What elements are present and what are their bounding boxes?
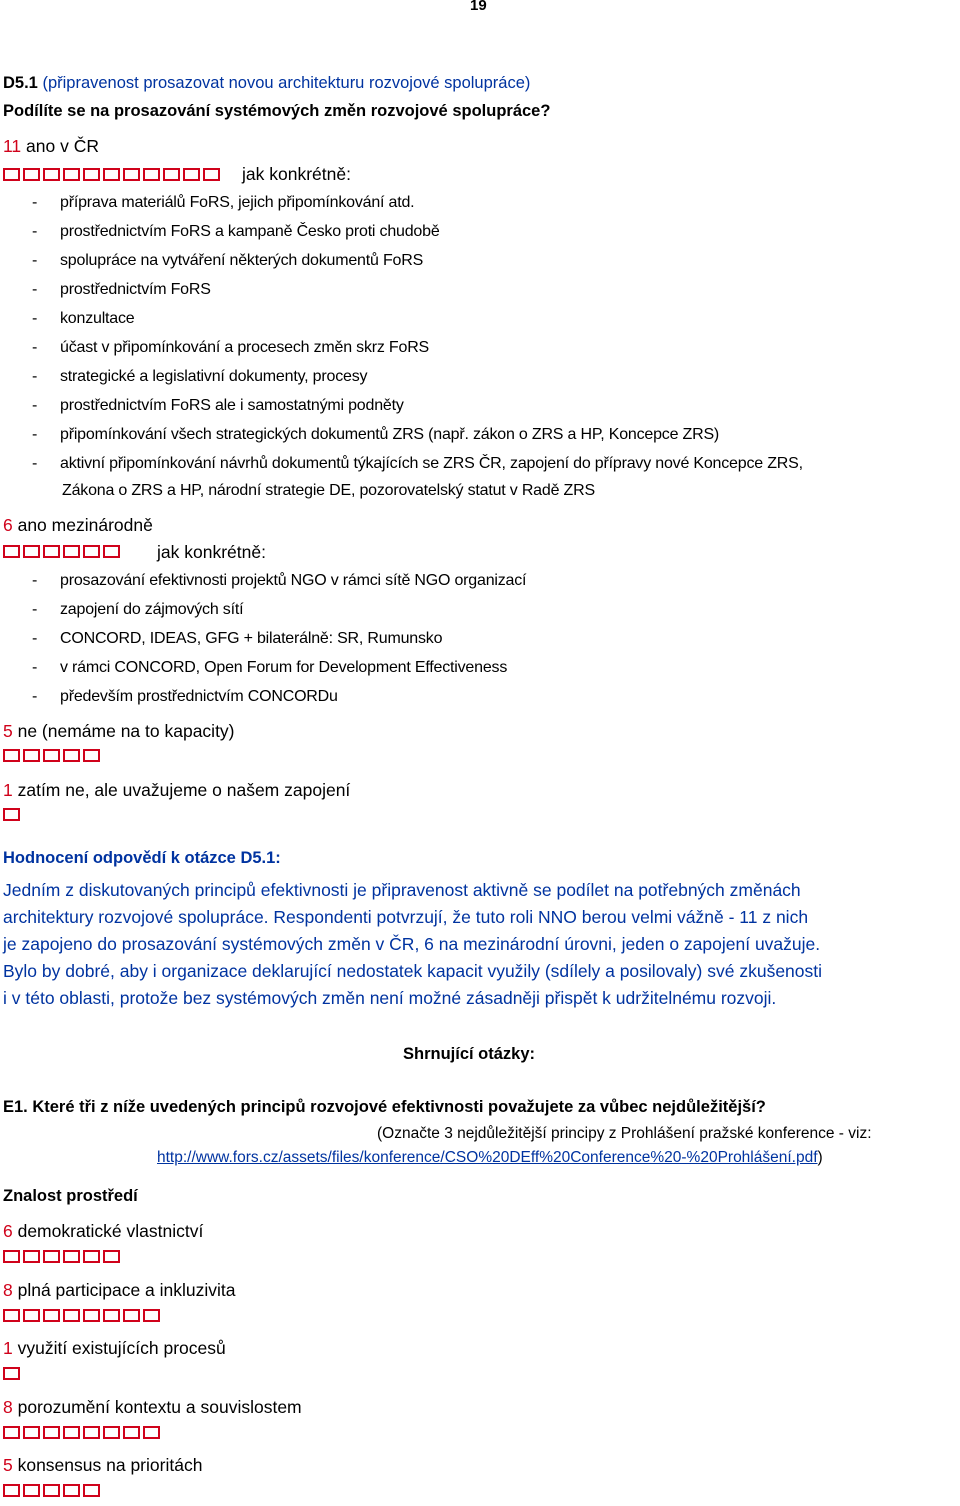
- checkbox-icon[interactable]: [23, 1484, 40, 1497]
- option-row: [3, 136, 99, 157]
- checkbox-icon[interactable]: [23, 168, 40, 181]
- list-item-text: prostřednictvím FoRS: [60, 281, 211, 298]
- list-item-text: CONCORD, IDEAS, GFG + bilaterálně: SR, Rumunsko: [60, 630, 443, 647]
- checkbox-icon[interactable]: [83, 1250, 100, 1263]
- list-item-text: připomínkování všech strategických dokumentů ZRS (např. zákon o ZRS a HP, Koncepce ZRS): [60, 426, 720, 443]
- option-row: [3, 1455, 202, 1476]
- list-item-text: strategické a legislativní dokumenty, procesy: [60, 368, 368, 385]
- evaluation-line: je zapojeno do prosazování systémových změn v ČR, 6 na mezinárodní úrovni, jeden o zapojení uvažuje.: [3, 934, 821, 954]
- option-row: [3, 1280, 236, 1301]
- checkbox-icon[interactable]: [83, 1309, 100, 1322]
- checkbox-icon[interactable]: [3, 1426, 20, 1439]
- list-bullet: -: [32, 194, 38, 211]
- list-bullet: -: [32, 310, 38, 327]
- option-count: 1: [3, 780, 13, 800]
- question-subtitle: (připravenost prosazovat novou architekturu rozvojové spolupráce): [37, 74, 531, 92]
- checkbox-icon[interactable]: [143, 1426, 160, 1439]
- checkbox-icon[interactable]: [63, 545, 80, 558]
- checkbox-icon[interactable]: [43, 545, 60, 558]
- list-item-text: spolupráce na vytváření některých dokumentů FoRS: [60, 252, 424, 269]
- checkbox-icon[interactable]: [163, 168, 180, 181]
- list-bullet: -: [32, 368, 38, 385]
- checkbox-icon[interactable]: [3, 808, 20, 821]
- checkbox-icon[interactable]: [103, 545, 120, 558]
- checkbox-icon[interactable]: [23, 749, 40, 762]
- checkbox-icon[interactable]: [63, 1426, 80, 1439]
- checkbox-group: [3, 1426, 160, 1439]
- checkbox-group: [3, 168, 220, 181]
- checkbox-icon[interactable]: [63, 1309, 80, 1322]
- question-e1: E1. Které tři z níže uvedených principů rozvojové efektivnosti považujete za vůbec nejdůležitější?: [3, 1098, 766, 1116]
- checkbox-icon[interactable]: [123, 1309, 140, 1322]
- checkbox-icon[interactable]: [43, 168, 60, 181]
- checkbox-icon[interactable]: [83, 1484, 100, 1497]
- question-code: D5.1: [3, 74, 38, 92]
- evaluation-line: i v této oblasti, protože bez systémových změn není možné zásadněji přispět k udržitelnému rozvoji.: [3, 988, 777, 1008]
- option-row: [3, 515, 153, 536]
- checkbox-icon[interactable]: [83, 1426, 100, 1439]
- question-d51-header: [3, 74, 530, 93]
- option-count: 5: [3, 1455, 13, 1475]
- checkbox-icon[interactable]: [3, 168, 20, 181]
- list-bullet: -: [32, 630, 38, 647]
- checkbox-icon[interactable]: [203, 168, 220, 181]
- option-row: [3, 721, 235, 742]
- option-label: konsensus na prioritách: [12, 1455, 203, 1475]
- option-label: demokratické vlastnictví: [12, 1221, 204, 1241]
- checkbox-icon[interactable]: [3, 749, 20, 762]
- list-bullet: -: [32, 397, 38, 414]
- checkbox-icon[interactable]: [123, 1426, 140, 1439]
- option-label: porozumění kontextu a souvislostem: [12, 1397, 302, 1417]
- summary-heading: Shrnující otázky:: [403, 1045, 536, 1063]
- list-item-text: aktivní připomínkování návrhů dokumentů týkajících se ZRS ČR, zapojení do přípravy nové Koncepce ZRS,: [60, 455, 803, 472]
- checkbox-icon[interactable]: [3, 1309, 20, 1322]
- list-item-text: prostřednictvím FoRS a kampaně Česko proti chudobě: [60, 223, 440, 240]
- evaluation-text: [3, 877, 822, 1012]
- option-row: [3, 1221, 203, 1242]
- checkbox-icon[interactable]: [23, 545, 40, 558]
- option-count: 6: [3, 1221, 13, 1241]
- list-bullet: -: [32, 252, 38, 269]
- list-bullet: -: [32, 659, 38, 676]
- checkbox-group: [3, 1309, 160, 1322]
- checkbox-icon[interactable]: [3, 545, 20, 558]
- checkbox-icon[interactable]: [63, 1484, 80, 1497]
- option-count: 8: [3, 1280, 13, 1300]
- link-close: ): [817, 1149, 823, 1166]
- reference-link[interactable]: http://www.fors.cz/assets/files/konference/CSO%20DEff%20Conference%20-%20Prohlášení.pdf: [157, 1149, 818, 1166]
- option-label: zatím ne, ale uvažujeme o našem zapojení: [12, 780, 351, 800]
- checkbox-group: [3, 1367, 20, 1380]
- list-bullet: -: [32, 455, 38, 472]
- checkbox-icon[interactable]: [83, 168, 100, 181]
- list-item-text: především prostřednictvím CONCORDu: [60, 688, 338, 705]
- list-item-text: účast v připomínkování a procesech změn skrz FoRS: [60, 339, 430, 356]
- checkbox-icon[interactable]: [143, 1309, 160, 1322]
- evaluation-line: Jedním z diskutovaných principů efektivnosti je připravenost aktivně se podílet na potřebných změnách: [3, 880, 801, 900]
- option-row: [3, 1397, 302, 1418]
- option-count: 11: [3, 136, 22, 156]
- checkbox-icon[interactable]: [3, 1367, 20, 1380]
- list-item-text: v rámci CONCORD, Open Forum for Development Effectiveness: [60, 659, 508, 676]
- list-item-continuation: Zákona o ZRS a HP, národní strategie DE, pozorovatelský statut v Radě ZRS: [62, 482, 595, 499]
- option-label: plná participace a inkluzivita: [12, 1280, 236, 1300]
- evaluation-line: architektury rozvojové spolupráce. Respondenti potvrzují, že tuto roli NNO berou velmi vážně - 11 z nich: [3, 907, 809, 927]
- evaluation-heading: Hodnocení odpovědí k otázce D5.1:: [3, 849, 281, 867]
- option-count: 8: [3, 1397, 13, 1417]
- question-text: Podílíte se na prosazování systémových změn rozvojové spolupráce?: [3, 102, 551, 120]
- checkbox-icon[interactable]: [63, 168, 80, 181]
- option-label: ano v ČR: [21, 136, 99, 156]
- evaluation-line: Bylo by dobré, aby i organizace deklarující nedostatek kapacit využily (sdílely a posilovaly) své zkušenosti: [3, 961, 823, 981]
- option-label: ano mezinárodně: [12, 515, 153, 535]
- list-item-text: prosazování efektivnosti projektů NGO v rámci sítě NGO organizací: [60, 572, 527, 589]
- checkbox-icon[interactable]: [23, 1426, 40, 1439]
- list-bullet: -: [32, 601, 38, 618]
- how-label: jak konkrétně:: [157, 542, 266, 562]
- group-title: Znalost prostředí: [3, 1187, 138, 1205]
- checkbox-icon[interactable]: [63, 1250, 80, 1263]
- checkbox-group: [3, 1250, 120, 1263]
- list-bullet: -: [32, 339, 38, 356]
- checkbox-icon[interactable]: [3, 1484, 20, 1497]
- list-item-text: konzultace: [60, 310, 135, 327]
- checkbox-icon[interactable]: [123, 168, 140, 181]
- option-row: [3, 780, 350, 801]
- checkbox-group: [3, 749, 100, 762]
- checkbox-icon[interactable]: [83, 749, 100, 762]
- page-number: 19: [470, 0, 487, 14]
- list-bullet: -: [32, 281, 38, 298]
- checkbox-icon[interactable]: [23, 1250, 40, 1263]
- list-bullet: -: [32, 223, 38, 240]
- checkbox-icon[interactable]: [43, 1309, 60, 1322]
- list-item-text: prostřednictvím FoRS ale i samostatnými podněty: [60, 397, 404, 414]
- checkbox-group: [3, 808, 20, 821]
- checkbox-icon[interactable]: [103, 168, 120, 181]
- list-bullet: -: [32, 426, 38, 443]
- checkbox-group: [3, 1484, 100, 1497]
- list-bullet: -: [32, 572, 38, 589]
- list-bullet: -: [32, 688, 38, 705]
- checkbox-icon[interactable]: [43, 1484, 60, 1497]
- list-item-text: zapojení do zájmových sítí: [60, 601, 244, 618]
- option-label: ne (nemáme na to kapacity): [12, 721, 235, 741]
- option-row: [3, 1338, 226, 1359]
- checkbox-icon[interactable]: [103, 1250, 120, 1263]
- checkbox-icon[interactable]: [23, 1309, 40, 1322]
- checkbox-icon[interactable]: [83, 545, 100, 558]
- list-item-text: příprava materiálů FoRS, jejich připomínkování atd.: [60, 194, 415, 211]
- how-label: jak konkrétně:: [242, 164, 351, 184]
- option-label: využití existujících procesů: [12, 1338, 226, 1358]
- option-count: 6: [3, 515, 13, 535]
- checkbox-icon[interactable]: [43, 1250, 60, 1263]
- checkbox-icon[interactable]: [3, 1250, 20, 1263]
- checkbox-icon[interactable]: [103, 1309, 120, 1322]
- reference-link-row: [157, 1149, 823, 1167]
- checkbox-group: [3, 545, 120, 558]
- option-count: 5: [3, 721, 13, 741]
- option-count: 1: [3, 1338, 13, 1358]
- checkbox-icon[interactable]: [183, 168, 200, 181]
- checkbox-icon[interactable]: [63, 749, 80, 762]
- checkbox-icon[interactable]: [103, 1426, 120, 1439]
- checkbox-icon[interactable]: [43, 749, 60, 762]
- instruction-note: (Označte 3 nejdůležitější principy z Prohlášení pražské konference - viz:: [377, 1125, 872, 1142]
- checkbox-icon[interactable]: [143, 168, 160, 181]
- checkbox-icon[interactable]: [43, 1426, 60, 1439]
